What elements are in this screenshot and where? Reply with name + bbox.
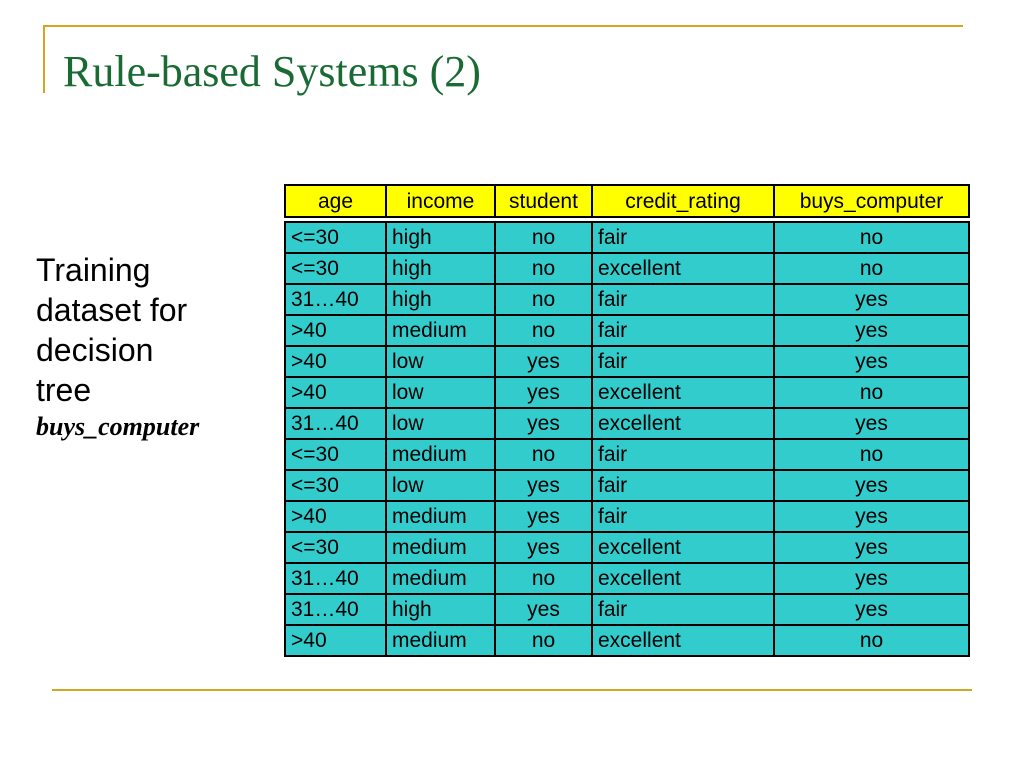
side-caption-line: dataset for: [36, 292, 188, 328]
income-cell: medium: [386, 439, 495, 470]
credit-rating-cell: fair: [592, 315, 774, 346]
age-cell: <=30: [285, 222, 386, 253]
buys-computer-cell: no: [774, 377, 969, 408]
table-row: [285, 408, 969, 439]
student-cell: no: [495, 563, 592, 594]
buys-computer-cell: yes: [774, 594, 969, 625]
side-caption-line: Training: [36, 252, 151, 288]
table-row: [285, 377, 969, 408]
student-cell: yes: [495, 501, 592, 532]
table-row: [285, 284, 969, 315]
column-header-buys-computer: buys_computer: [774, 185, 969, 217]
column-header-credit-rating: credit_rating: [592, 185, 774, 217]
age-cell: >40: [285, 501, 386, 532]
age-cell: 31…40: [285, 284, 386, 315]
side-caption-line: tree: [36, 372, 92, 408]
side-caption: [36, 250, 266, 444]
student-cell: no: [495, 284, 592, 315]
column-header-income: income: [386, 185, 495, 217]
slide-title: Rule-based Systems (2): [63, 47, 481, 96]
student-cell: yes: [495, 408, 592, 439]
student-cell: no: [495, 625, 592, 656]
credit-rating-cell: fair: [592, 346, 774, 377]
table-row: [285, 470, 969, 501]
credit-rating-cell: excellent: [592, 563, 774, 594]
table-row: [285, 346, 969, 377]
age-cell: <=30: [285, 439, 386, 470]
credit-rating-cell: fair: [592, 470, 774, 501]
table-row: [285, 253, 969, 284]
table-row: [285, 563, 969, 594]
income-cell: low: [386, 377, 495, 408]
age-cell: <=30: [285, 470, 386, 501]
title-accent-line-left: [43, 25, 45, 93]
credit-rating-cell: fair: [592, 284, 774, 315]
student-cell: no: [495, 222, 592, 253]
column-header-age: age: [285, 185, 386, 217]
income-cell: high: [386, 594, 495, 625]
income-cell: medium: [386, 532, 495, 563]
table-row: [285, 625, 969, 656]
age-cell: <=30: [285, 532, 386, 563]
side-caption-line: decision: [36, 332, 154, 368]
student-cell: yes: [495, 532, 592, 563]
age-cell: >40: [285, 346, 386, 377]
buys-computer-cell: no: [774, 253, 969, 284]
age-cell: >40: [285, 315, 386, 346]
buys-computer-cell: yes: [774, 346, 969, 377]
buys-computer-cell: yes: [774, 315, 969, 346]
buys-computer-cell: yes: [774, 470, 969, 501]
buys-computer-cell: yes: [774, 563, 969, 594]
title-accent-line-top: [43, 25, 963, 27]
age-cell: 31…40: [285, 408, 386, 439]
age-cell: <=30: [285, 253, 386, 284]
buys-computer-cell: yes: [774, 408, 969, 439]
income-cell: medium: [386, 625, 495, 656]
income-cell: high: [386, 284, 495, 315]
student-cell: yes: [495, 594, 592, 625]
table-row: [285, 315, 969, 346]
buys-computer-cell: no: [774, 439, 969, 470]
table-row: [285, 501, 969, 532]
student-cell: no: [495, 315, 592, 346]
table-row: [285, 439, 969, 470]
credit-rating-cell: excellent: [592, 625, 774, 656]
income-cell: medium: [386, 563, 495, 594]
column-header-student: student: [495, 185, 592, 217]
table-header-row: [285, 185, 969, 217]
income-cell: medium: [386, 315, 495, 346]
age-cell: 31…40: [285, 594, 386, 625]
buys-computer-cell: yes: [774, 501, 969, 532]
student-cell: no: [495, 439, 592, 470]
income-cell: low: [386, 346, 495, 377]
credit-rating-cell: fair: [592, 501, 774, 532]
student-cell: yes: [495, 377, 592, 408]
student-cell: yes: [495, 470, 592, 501]
credit-rating-cell: fair: [592, 439, 774, 470]
footer-accent-line: [52, 689, 972, 691]
income-cell: medium: [386, 501, 495, 532]
credit-rating-cell: excellent: [592, 253, 774, 284]
student-cell: yes: [495, 346, 592, 377]
table-row: [285, 222, 969, 253]
income-cell: low: [386, 408, 495, 439]
buys-computer-cell: no: [774, 625, 969, 656]
table-body: [285, 217, 969, 656]
income-cell: low: [386, 470, 495, 501]
table-row: [285, 594, 969, 625]
age-cell: >40: [285, 377, 386, 408]
credit-rating-cell: excellent: [592, 532, 774, 563]
age-cell: 31…40: [285, 563, 386, 594]
credit-rating-cell: fair: [592, 222, 774, 253]
table-row: [285, 532, 969, 563]
income-cell: high: [386, 222, 495, 253]
income-cell: high: [386, 253, 495, 284]
student-cell: no: [495, 253, 592, 284]
buys-computer-cell: no: [774, 222, 969, 253]
age-cell: >40: [285, 625, 386, 656]
side-caption-emphasis: buys_computer: [36, 412, 200, 441]
buys-computer-cell: yes: [774, 284, 969, 315]
training-dataset-table: [284, 184, 970, 657]
credit-rating-cell: fair: [592, 594, 774, 625]
credit-rating-cell: excellent: [592, 377, 774, 408]
buys-computer-cell: yes: [774, 532, 969, 563]
credit-rating-cell: excellent: [592, 408, 774, 439]
